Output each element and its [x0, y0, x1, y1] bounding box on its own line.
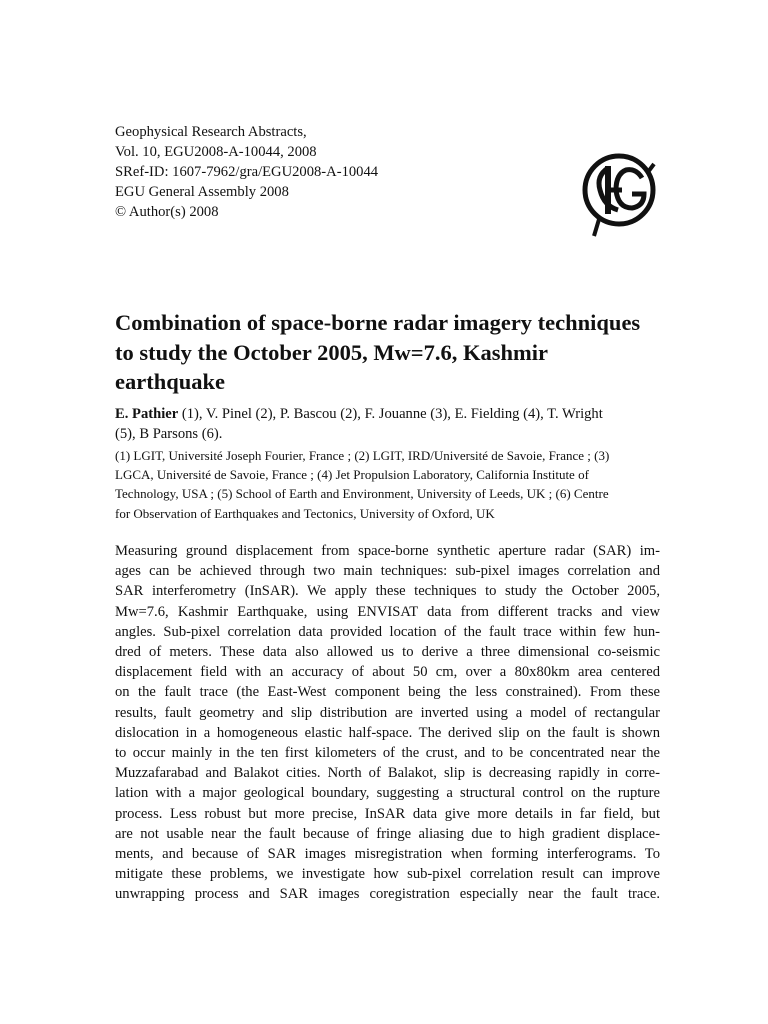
title-line: Combination of space-borne radar imagery techniques: [115, 310, 641, 335]
affiliation-line: for Observation of Earthquakes and Tectonics, University of Oxford, UK: [115, 505, 495, 521]
abstract-line: dred of meters. These data also allowed us to derive a three dimensional co-seismic: [115, 644, 660, 661]
abstract-line: ages can be achieved through two main techniques: sub-pixel images correlation and: [115, 563, 660, 580]
affiliation-line: (1) LGIT, Université Joseph Fourier, France ; (2) LGIT, IRD/Université de Savoie, France ; (3): [115, 448, 610, 463]
publication-header: [115, 122, 378, 222]
abstract-line: ments, and because of SAR images misregistration when forming interferograms. To: [115, 846, 660, 863]
volume-info: Vol. 10, EGU2008-A-10044, 2008: [115, 144, 317, 160]
abstract-line: are not usable near the fault because of fringe aliasing due to high gradient displace-: [115, 825, 660, 842]
affiliation-line: Technology, USA ; (5) School of Earth and Environment, University of Leeds, UK ; (6) Centre: [115, 486, 609, 502]
co-authors-continued: (5), B Parsons (6).: [115, 426, 223, 442]
paper-title: [115, 308, 660, 397]
egu-logo: [578, 150, 660, 240]
abstract-line: to occur mainly in the ten first kilometers of the crust, and to be concentrated near the: [115, 745, 660, 762]
abstract-line: results, fault geometry and slip distribution are inverted using a model of rectangular: [115, 704, 660, 721]
abstract-line: process. Less robust but more precise, InSAR data give more details in far field, but: [115, 805, 660, 822]
abstract-line: angles. Sub-pixel correlation data provided location of the fault trace within few hun-: [115, 623, 660, 640]
abstract-line: Mw=7.6, Kashmir Earthquake, using ENVISAT data from different tracks and view: [115, 603, 660, 620]
affiliation-line: LGCA, Université de Savoie, France ; (4) Jet Propulsion Laboratory, California Institute of: [115, 467, 589, 483]
journal-name: Geophysical Research Abstracts,: [115, 124, 307, 140]
abstract-body: [115, 541, 660, 905]
abstract-line: unwrapping process and SAR images coregistration especially near the fault trace.: [115, 886, 660, 903]
co-authors: (1), V. Pinel (2), P. Bascou (2), F. Jouanne (3), E. Fielding (4), T. Wright: [178, 406, 603, 422]
abstract-line: mitigate these problems, we investigate how sub-pixel correlation result can improve: [115, 866, 660, 883]
egu-logo-icon: [578, 150, 660, 240]
title-line: to study the October 2005, Mw=7.6, Kashmir: [115, 339, 549, 365]
abstract-line: Muzzafarabad and Balakot cities. North of Balakot, slip is decreasing rapidly in corre-: [115, 765, 660, 782]
abstract-line: displacement field with an accuracy of about 50 cm, over a 80x80km area centered: [115, 664, 660, 681]
abstract-line: on the fault trace (the East-West component being the less constrained). From these: [115, 684, 660, 701]
assembly-name: EGU General Assembly 2008: [115, 184, 289, 200]
sref-id: SRef-ID: 1607-7962/gra/EGU2008-A-10044: [115, 164, 379, 180]
copyright-notice: © Author(s) 2008: [115, 204, 219, 220]
abstract-line: Measuring ground displacement from space-borne synthetic aperture radar (SAR) im-: [115, 543, 660, 559]
abstract-line: dislocation in a homogeneous elastic half-space. The derived slip on the fault is shown: [115, 724, 660, 741]
lead-author: E. Pathier: [115, 406, 179, 422]
abstract-line: SAR interferometry (InSAR). We apply these techniques to study the October 2005,: [115, 583, 660, 600]
affiliations: [115, 446, 660, 523]
title-line: earthquake: [115, 369, 226, 394]
abstract-line: lation with a major geological boundary, suggesting a structural control on the rupture: [115, 785, 660, 802]
author-list: [115, 404, 660, 444]
